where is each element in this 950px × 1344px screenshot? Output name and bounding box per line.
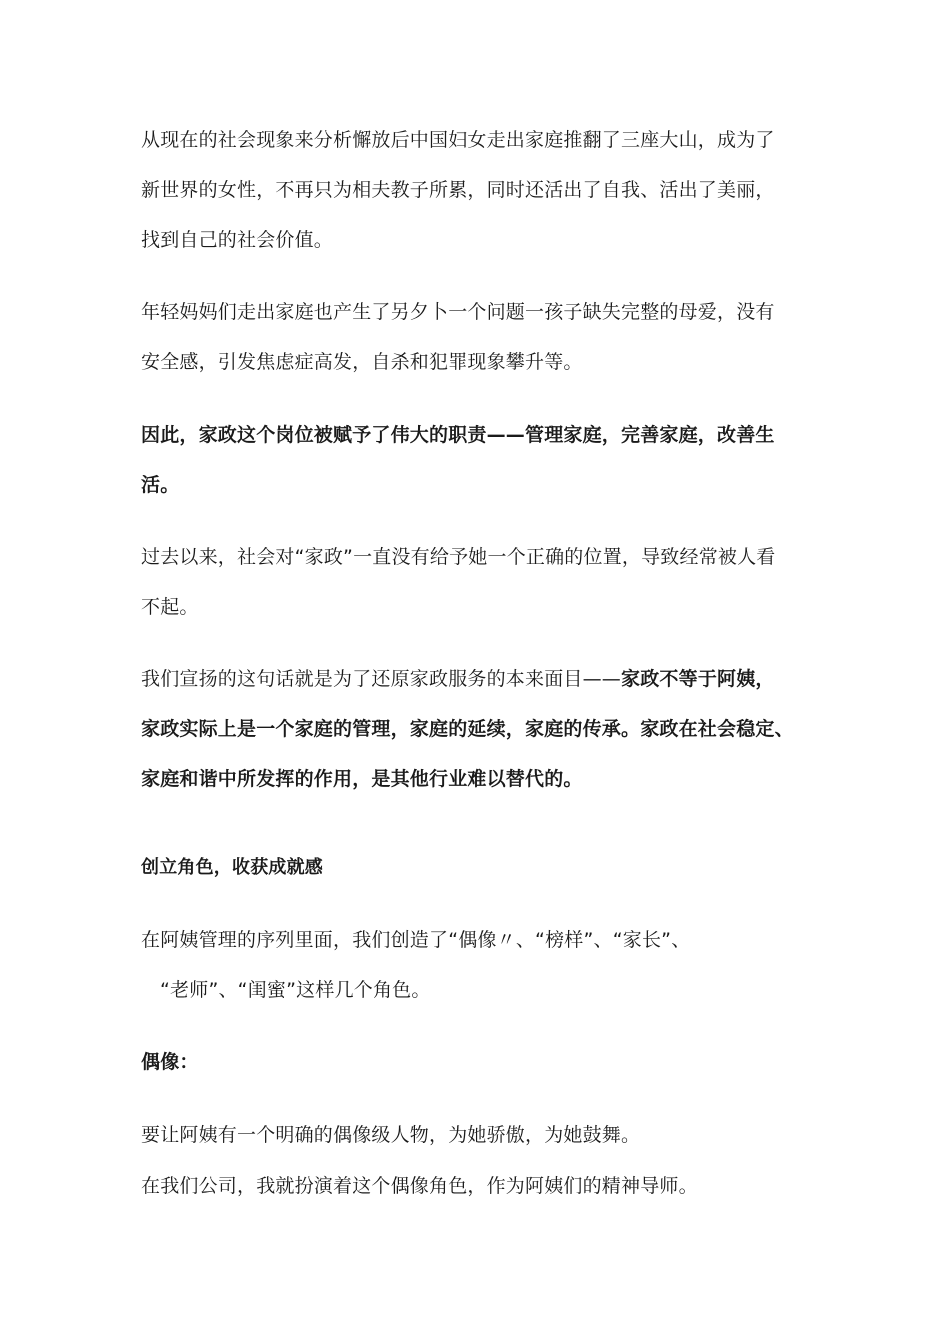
section-heading-idol: 偶像： (141, 1051, 199, 1073)
paragraph-5-line-1 (141, 667, 775, 691)
paragraph-5-line-1-bold: 家政不等于阿姨， (621, 668, 775, 690)
paragraph-1-line-1: 从现在的社会现象来分析懈放后中国妇女走出家庭推翻了三座大山，成为了 (141, 129, 775, 151)
paragraph-1-line-3: 找到自己的社会价值。 (141, 229, 334, 251)
paragraph-6-line-1: 在阿姨管理的序列里面，我们创造了“偶像〃、“榜样”、“家长”、 (141, 929, 691, 951)
paragraph-5-line-1-normal: 我们宣扬的这句话就是为了还原家政服务的本来面目—— (141, 668, 622, 690)
paragraph-1-line-2: 新世界的女性，不再只为相夫教子所累，同时还活出了自我、活出了美丽， (141, 179, 775, 201)
paragraph-5-line-3: 家庭和谐中所发挥的作用，是其他行业难以替代的。 (141, 768, 583, 790)
paragraph-3-line-1: 因此，家政这个岗位被赋予了伟大的职责——管理家庭，完善家庭，改善生 (141, 424, 775, 446)
paragraph-4-line-1: 过去以来，社会对“家政”一直没有给予她一个正确的位置，导致经常被人看 (141, 546, 776, 568)
paragraph-2-line-1: 年轻妈妈们走出家庭也产生了另夕卜一个问题一孩子缺失完整的母爱，没有 (141, 301, 775, 323)
paragraph-6-line-2: “老师”、“闺蜜”这样几个角色。 (160, 979, 431, 1001)
paragraph-4-line-2: 不起。 (141, 596, 199, 618)
section-heading-roles: 创立角色，收获成就感 (141, 857, 323, 878)
paragraph-2-line-2: 安全感，引发焦虑症高发，自杀和犯罪现象攀升等。 (141, 351, 583, 373)
paragraph-5-line-2: 家政实际上是一个家庭的管理，家庭的延续，家庭的传承。家政在社会稳定、 (141, 718, 794, 740)
paragraph-7-line-1: 要让阿姨有一个明确的偶像级人物，为她骄傲，为她鼓舞。 (141, 1124, 641, 1146)
paragraph-3-line-2: 活。 (141, 474, 180, 496)
paragraph-7-line-2: 在我们公司，我就扮演着这个偶像角色，作为阿姨们的精神导师。 (141, 1175, 698, 1197)
